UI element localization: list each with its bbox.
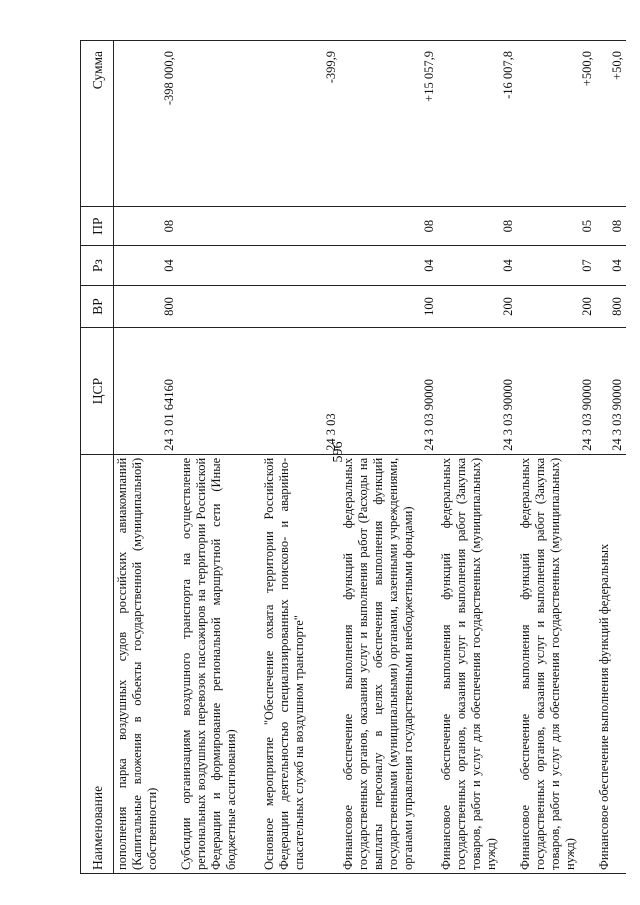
table-row bbox=[340, 41, 437, 874]
row-sum bbox=[178, 41, 261, 207]
row-csr: 24 3 03 90000 bbox=[517, 328, 596, 455]
row-name: Финансовое обеспечение выполнения функций федеральных bbox=[596, 454, 626, 873]
row-rz: 04 bbox=[340, 246, 437, 285]
table-row bbox=[596, 41, 626, 874]
row-pr: 08 bbox=[438, 206, 517, 245]
row-name: Финансовое обеспечение выполнения функций федеральных государственных органов, оказания услуг и выполнения работ (Расходы на выплаты персоналу в целях обеспечения выполнения функций государственными (муниципальными) органами, казенными учреждениями, органами управления государственными внебюджетными фондами) bbox=[340, 454, 437, 873]
row-pr: 08 bbox=[340, 206, 437, 245]
row-name: Финансовое обеспечение выполнения функций федеральных государственных органов, оказания услуг и выполнения работ (Закупка товаров, работ и услуг для обеспечения государственных (муниципальных) нужд) bbox=[438, 454, 517, 873]
header-sum: Сумма bbox=[81, 41, 114, 207]
header-vr: ВР bbox=[81, 285, 114, 328]
row-pr: 05 bbox=[517, 206, 596, 245]
table-row bbox=[261, 41, 340, 874]
row-sum: -398 000,0 bbox=[114, 41, 179, 207]
page-number: 596 bbox=[331, 441, 346, 463]
row-vr bbox=[178, 285, 261, 328]
table-row bbox=[178, 41, 261, 874]
row-rz bbox=[261, 246, 340, 285]
row-csr: 24 3 01 64160 bbox=[114, 328, 179, 455]
header-rz: Рз bbox=[81, 246, 114, 285]
row-pr bbox=[261, 206, 340, 245]
row-sum: +500,0 bbox=[517, 41, 596, 207]
row-csr: 24 3 03 90000 bbox=[596, 328, 626, 455]
row-rz: 07 bbox=[517, 246, 596, 285]
row-csr: 24 3 03 90000 bbox=[438, 328, 517, 455]
row-csr bbox=[178, 328, 261, 455]
row-vr: 100 bbox=[340, 285, 437, 328]
table-row bbox=[114, 41, 179, 874]
table-row bbox=[438, 41, 517, 874]
row-pr: 08 bbox=[596, 206, 626, 245]
row-name: Финансовое обеспечение выполнения функций федеральных государственных органов, оказания услуг и выполнения работ (Закупка товаров, работ и услуг для обеспечения государственных (муниципальных) нужд) bbox=[517, 454, 596, 873]
row-vr: 200 bbox=[438, 285, 517, 328]
row-sum: -399,9 bbox=[261, 41, 340, 207]
row-csr: 24 3 03 bbox=[261, 328, 340, 455]
row-vr: 800 bbox=[596, 285, 626, 328]
row-vr bbox=[261, 285, 340, 328]
header-name: Наименование bbox=[81, 454, 114, 873]
table-header-row bbox=[81, 41, 114, 874]
row-name: пополнения парка воздушных судов российских авиакомпаний (Капитальные вложения в объекты государственной (муниципальной) собственности) bbox=[114, 454, 179, 873]
row-vr: 200 bbox=[517, 285, 596, 328]
row-rz bbox=[178, 246, 261, 285]
budget-table bbox=[80, 40, 626, 874]
row-pr bbox=[178, 206, 261, 245]
budget-table-frame bbox=[80, 40, 626, 874]
row-sum: -16 007,8 bbox=[438, 41, 517, 207]
row-name: Субсидии организациям воздушного транспорта на осуществление региональных воздушных перевозок пассажиров на территории Российской Федерации и формирование региональной маршрутной сети (Иные бюджетные ассигнования) bbox=[178, 454, 261, 873]
row-csr: 24 3 03 90000 bbox=[340, 328, 437, 455]
row-name: Основное мероприятие "Обеспечение охвата территории Российской Федерации деятельностью специализированных поисково- и аварийно-спасательных служб на воздушном транспорте" bbox=[261, 454, 340, 873]
header-csr: ЦСР bbox=[81, 328, 114, 455]
row-pr: 08 bbox=[114, 206, 179, 245]
row-rz: 04 bbox=[596, 246, 626, 285]
row-sum: +50,0 bbox=[596, 41, 626, 207]
row-rz: 04 bbox=[114, 246, 179, 285]
row-sum: +15 057,9 bbox=[340, 41, 437, 207]
table-row bbox=[517, 41, 596, 874]
header-pr: ПР bbox=[81, 206, 114, 245]
row-rz: 04 bbox=[438, 246, 517, 285]
row-vr: 800 bbox=[114, 285, 179, 328]
